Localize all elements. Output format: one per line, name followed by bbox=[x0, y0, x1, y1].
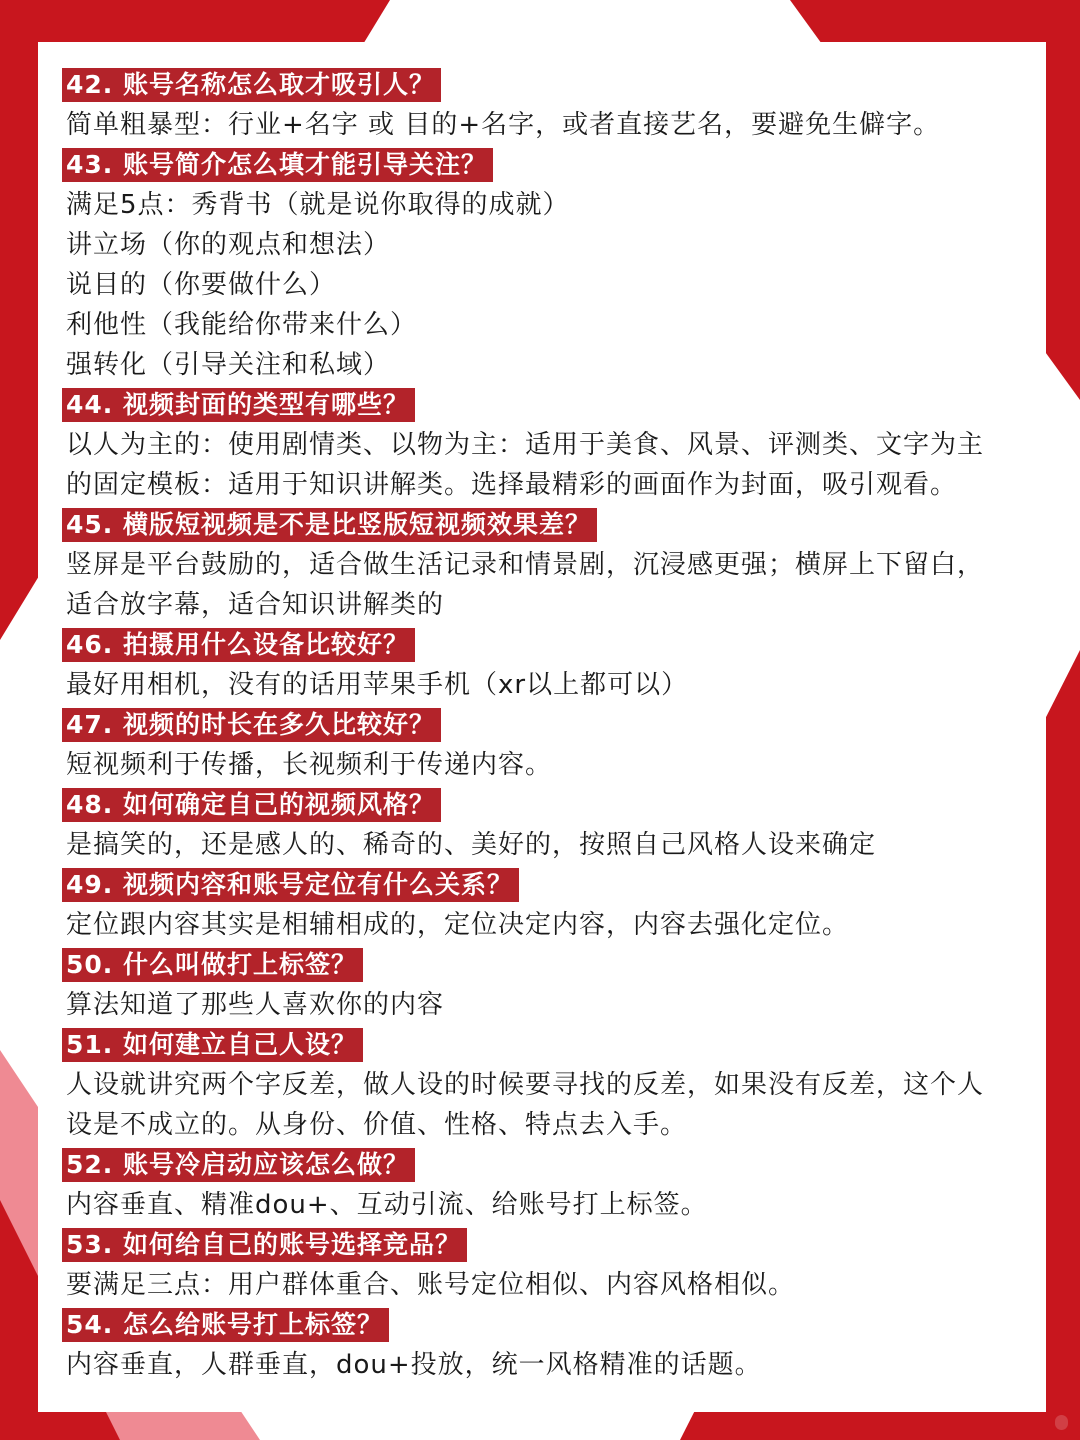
answer-line: 强转化（引导关注和私域） bbox=[66, 350, 391, 380]
answer-text bbox=[62, 1065, 1032, 1145]
answer-text bbox=[62, 1265, 1032, 1305]
answer-line: 定位跟内容其实是相辅相成的，定位决定内容，内容去强化定位。 bbox=[66, 910, 850, 940]
answer-text bbox=[62, 1185, 1032, 1225]
answer-line: 最好用相机，没有的话用苹果手机（xr以上都可以） bbox=[66, 670, 689, 700]
question-heading: 53. 如何给自己的账号选择竞品？ bbox=[62, 1228, 467, 1262]
answer-line: 的固定模板：适用于知识讲解类。选择最精彩的画面作为封面，吸引观看。 bbox=[66, 470, 958, 500]
answer-line: 说目的（你要做什么） bbox=[66, 270, 337, 300]
qa-list bbox=[62, 65, 1032, 1385]
question-heading: 47. 视频的时长在多久比较好？ bbox=[62, 708, 441, 742]
question-heading: 42. 账号名称怎么取才吸引人？ bbox=[62, 68, 441, 102]
qa-item bbox=[62, 945, 1032, 1025]
answer-line: 竖屏是平台鼓励的，适合做生活记录和情景剧，沉浸感更强；横屏上下留白， bbox=[66, 550, 985, 580]
question-heading: 54. 怎么给账号打上标签？ bbox=[62, 1308, 389, 1342]
qa-item bbox=[62, 1145, 1032, 1225]
answer-line: 内容垂直，人群垂直，dou+投放，统一风格精准的话题。 bbox=[66, 1350, 762, 1380]
question-heading: 49. 视频内容和账号定位有什么关系？ bbox=[62, 868, 519, 902]
answer-line: 讲立场（你的观点和想法） bbox=[66, 230, 391, 260]
question-heading: 51. 如何建立自己人设？ bbox=[62, 1028, 363, 1062]
qa-item bbox=[62, 145, 1032, 385]
answer-text bbox=[62, 425, 1032, 505]
answer-line: 以人为主的：使用剧情类、以物为主：适用于美食、风景、评测类、文字为主 bbox=[66, 430, 985, 460]
answer-line: 短视频利于传播，长视频利于传递内容。 bbox=[66, 750, 553, 780]
answer-line: 满足5点：秀背书（就是说你取得的成就） bbox=[66, 190, 570, 220]
answer-line: 人设就讲究两个字反差，做人设的时候要寻找的反差，如果没有反差，这个人 bbox=[66, 1070, 985, 1100]
answer-text bbox=[62, 545, 1032, 625]
answer-line: 是搞笑的，还是感人的、稀奇的、美好的，按照自己风格人设来确定 bbox=[66, 830, 877, 860]
answer-text bbox=[62, 905, 1032, 945]
answer-text bbox=[62, 985, 1032, 1025]
qa-item bbox=[62, 705, 1032, 785]
qa-item bbox=[62, 1305, 1032, 1385]
answer-line: 要满足三点：用户群体重合、账号定位相似、内容风格相似。 bbox=[66, 1270, 796, 1300]
question-heading: 52. 账号冷启动应该怎么做？ bbox=[62, 1148, 415, 1182]
question-heading: 46. 拍摄用什么设备比较好？ bbox=[62, 628, 415, 662]
answer-line: 简单粗暴型：行业+名字 或 目的+名字，或者直接艺名，要避免生僻字。 bbox=[66, 110, 941, 140]
qa-item bbox=[62, 1025, 1032, 1145]
answer-text bbox=[62, 665, 1032, 705]
qa-item bbox=[62, 505, 1032, 625]
answer-text bbox=[62, 745, 1032, 785]
answer-line: 内容垂直、精准dou+、互动引流、给账号打上标签。 bbox=[66, 1190, 708, 1220]
qa-item bbox=[62, 865, 1032, 945]
answer-text bbox=[62, 825, 1032, 865]
answer-text bbox=[62, 105, 1032, 145]
qa-item bbox=[62, 785, 1032, 865]
watermark bbox=[1055, 1415, 1069, 1430]
answer-text bbox=[62, 1345, 1032, 1385]
answer-text bbox=[62, 185, 1032, 385]
question-heading: 43. 账号简介怎么填才能引导关注？ bbox=[62, 148, 493, 182]
answer-line: 算法知道了那些人喜欢你的内容 bbox=[66, 990, 445, 1020]
answer-line: 设是不成立的。从身份、价值、性格、特点去入手。 bbox=[66, 1110, 688, 1140]
answer-line: 利他性（我能给你带来什么） bbox=[66, 310, 418, 340]
qa-item bbox=[62, 1225, 1032, 1305]
question-heading: 48. 如何确定自己的视频风格？ bbox=[62, 788, 441, 822]
qa-item bbox=[62, 65, 1032, 145]
answer-line: 适合放字幕，适合知识讲解类的 bbox=[66, 590, 445, 620]
question-heading: 50. 什么叫做打上标签？ bbox=[62, 948, 363, 982]
question-heading: 45. 横版短视频是不是比竖版短视频效果差？ bbox=[62, 508, 597, 542]
qa-item bbox=[62, 385, 1032, 505]
question-heading: 44. 视频封面的类型有哪些？ bbox=[62, 388, 415, 422]
qa-item bbox=[62, 625, 1032, 705]
